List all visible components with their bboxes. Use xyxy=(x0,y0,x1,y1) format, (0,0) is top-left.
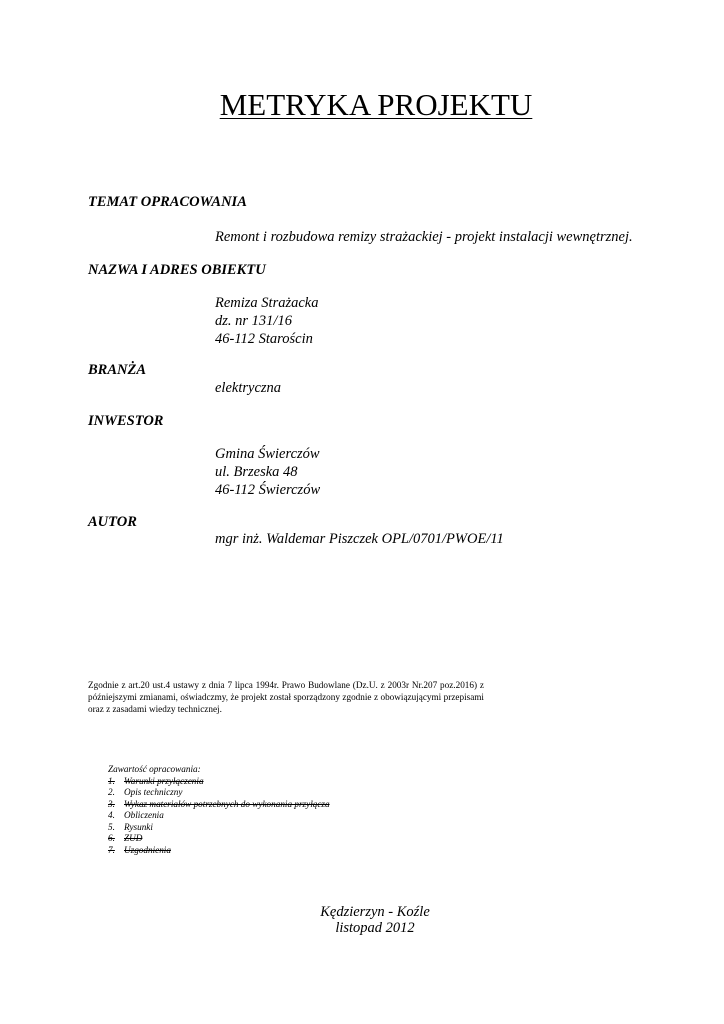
item-label: Opis techniczny xyxy=(124,787,183,797)
contents-heading: Zawartość opracowania: xyxy=(108,764,201,774)
item-number: 2. xyxy=(108,787,115,797)
obiekt-line: dz. nr 131/16 xyxy=(215,313,292,329)
page-title xyxy=(0,86,724,124)
section-value-branza: elektryczna xyxy=(215,380,282,396)
obiekt-line: Remiza Strażacka xyxy=(215,295,319,311)
section-value-obiekt xyxy=(215,294,319,348)
item-label: Uzgodnienia xyxy=(124,844,171,855)
obiekt-line: 46-112 Starościn xyxy=(215,331,313,347)
section-label-obiekt: NAZWA I ADRES OBIEKTU xyxy=(88,262,266,278)
section-label-temat: TEMAT OPRACOWANIA xyxy=(88,194,247,210)
item-label: Wykaz materiałów potrzebnych do wykonania przyłącza xyxy=(124,798,330,809)
footer-place: Kędzierzyn - Koźle xyxy=(320,904,430,920)
item-number: 4. xyxy=(108,810,115,820)
contents-item xyxy=(108,776,330,788)
section-value-temat: Remont i rozbudowa remizy strażackiej - projekt instalacji wewnętrznej. xyxy=(215,229,633,245)
section-label-inwestor: INWESTOR xyxy=(88,413,164,429)
item-label: Warunki przyłączenia xyxy=(124,775,204,786)
item-label: Obliczenia xyxy=(124,810,164,820)
contents-item xyxy=(108,787,330,799)
inwestor-line: ul. Brzeska 48 xyxy=(215,464,298,480)
item-number: 3. xyxy=(108,798,115,809)
contents-item xyxy=(108,822,330,834)
page-title-text: METRYKA PROJEKTU xyxy=(219,87,533,122)
item-number: 6. xyxy=(108,833,115,843)
contents-item xyxy=(108,833,330,845)
section-label-branza: BRANŻA xyxy=(88,362,147,378)
contents-item xyxy=(108,799,330,811)
footer-date: listopad 2012 xyxy=(335,920,415,936)
contents-list xyxy=(108,764,330,856)
item-number: 1. xyxy=(108,775,115,786)
legal-statement: Zgodnie z art.20 ust.4 ustawy z dnia 7 lipca 1994r. Prawo Budowlane (Dz.U. z 2003r Nr.207 poz.2016) z późniejszymi zmianami, oświadczmy, że projekt został sporządzony zgodnie z obowiązującymi przepisami oraz z zasadami wiedzy technicznej. xyxy=(88,680,484,714)
item-number: 5. xyxy=(108,821,115,832)
inwestor-line: Gmina Świerczów xyxy=(215,446,320,462)
inwestor-line: 46-112 Świerczów xyxy=(215,482,321,498)
item-label: ZUD xyxy=(124,833,143,843)
contents-item xyxy=(108,810,330,822)
section-label-autor: AUTOR xyxy=(88,514,137,530)
item-label: Rysunki xyxy=(124,821,153,832)
item-number: 7. xyxy=(108,844,115,855)
section-value-autor: mgr inż. Waldemar Piszczek OPL/0701/PWOE/11 xyxy=(215,531,504,547)
section-value-inwestor xyxy=(215,445,320,499)
contents-item xyxy=(108,845,330,857)
footer-place-date xyxy=(250,904,500,936)
